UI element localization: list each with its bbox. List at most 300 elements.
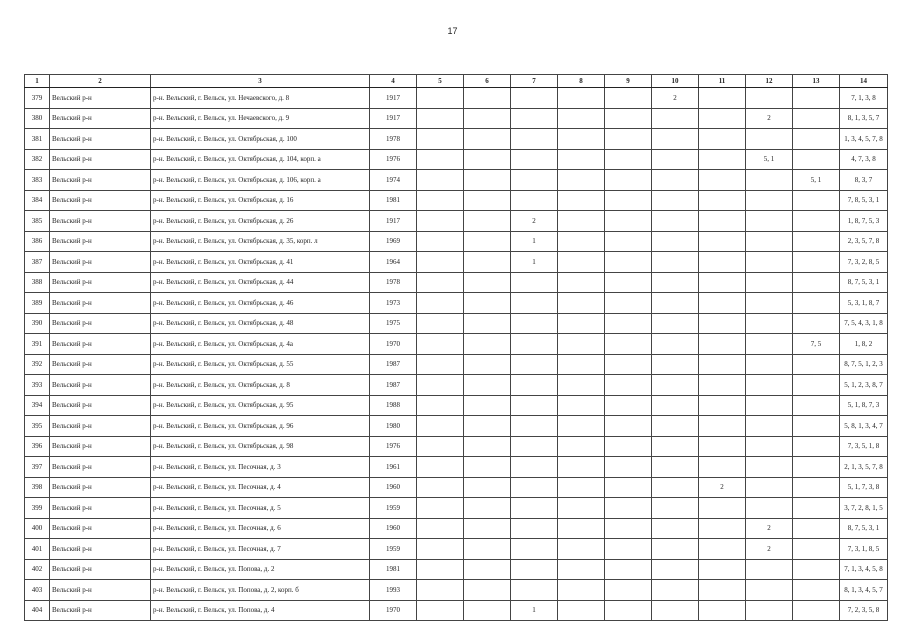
row-number-cell: 382 (25, 149, 50, 170)
col12-cell (746, 129, 793, 150)
col6-cell (464, 600, 511, 621)
col8-cell (558, 416, 605, 437)
page-number: 17 (447, 26, 458, 36)
table-row (25, 129, 888, 150)
col12-cell (746, 498, 793, 519)
col13-cell (793, 539, 840, 560)
year-cell: 1980 (370, 416, 417, 437)
district-cell: Вельский р-н (50, 416, 151, 437)
col12-cell (746, 293, 793, 314)
col9-cell (605, 354, 652, 375)
table-row (25, 580, 888, 601)
year-cell: 1978 (370, 272, 417, 293)
col9-cell (605, 129, 652, 150)
col5-cell (417, 457, 464, 478)
col11-cell (699, 518, 746, 539)
col13-cell (793, 559, 840, 580)
col8-cell (558, 190, 605, 211)
year-cell: 1987 (370, 354, 417, 375)
district-cell: Вельский р-н (50, 108, 151, 129)
col12-cell (746, 580, 793, 601)
col10-cell (652, 108, 699, 129)
col14-cell: 7, 8, 5, 3, 1 (840, 190, 888, 211)
col11-cell (699, 559, 746, 580)
district-cell: Вельский р-н (50, 88, 151, 109)
address-cell: р-н. Вельский, г. Вельск, ул. Октябрьская, д. 95 (151, 395, 370, 416)
col10-cell (652, 559, 699, 580)
district-cell: Вельский р-н (50, 600, 151, 621)
table-row (25, 211, 888, 232)
row-number-cell: 398 (25, 477, 50, 498)
col8-cell (558, 108, 605, 129)
col12-cell: 5, 1 (746, 149, 793, 170)
col13-cell (793, 272, 840, 293)
district-cell: Вельский р-н (50, 272, 151, 293)
address-cell: р-н. Вельский, г. Вельск, ул. Октябрьская, д. 106, корп. а (151, 170, 370, 191)
col10-cell (652, 231, 699, 252)
col5-cell (417, 190, 464, 211)
row-number-cell: 396 (25, 436, 50, 457)
row-number-cell: 402 (25, 559, 50, 580)
col10-cell (652, 252, 699, 273)
address-cell: р-н. Вельский, г. Вельск, ул. Октябрьская, д. 55 (151, 354, 370, 375)
col11-cell (699, 600, 746, 621)
col5-cell (417, 375, 464, 396)
col12-cell (746, 436, 793, 457)
col14-cell: 8, 7, 5, 1, 2, 3 (840, 354, 888, 375)
col8-cell (558, 477, 605, 498)
col11-cell (699, 436, 746, 457)
col10-cell (652, 477, 699, 498)
year-cell: 1959 (370, 539, 417, 560)
col5-cell (417, 313, 464, 334)
col10-cell (652, 498, 699, 519)
table-row (25, 293, 888, 314)
table-row (25, 334, 888, 355)
col14-cell: 8, 3, 7 (840, 170, 888, 191)
col8-cell (558, 149, 605, 170)
col9-cell (605, 518, 652, 539)
col14-cell: 8, 7, 5, 3, 1 (840, 272, 888, 293)
col7-cell (511, 354, 558, 375)
col13-cell (793, 313, 840, 334)
col11-cell: 2 (699, 477, 746, 498)
col6-cell (464, 272, 511, 293)
col11-cell (699, 190, 746, 211)
col6-cell (464, 395, 511, 416)
col14-cell: 8, 1, 3, 4, 5, 7 (840, 580, 888, 601)
column-header-10: 10 (652, 75, 699, 88)
col12-cell (746, 88, 793, 109)
district-cell: Вельский р-н (50, 170, 151, 191)
col5-cell (417, 88, 464, 109)
col14-cell: 3, 7, 2, 8, 1, 5 (840, 498, 888, 519)
col6-cell (464, 231, 511, 252)
col6-cell (464, 170, 511, 191)
row-number-cell: 393 (25, 375, 50, 396)
col9-cell (605, 252, 652, 273)
table-body (25, 88, 888, 621)
col8-cell (558, 334, 605, 355)
col8-cell (558, 313, 605, 334)
col12-cell (746, 559, 793, 580)
col5-cell (417, 108, 464, 129)
col12-cell: 2 (746, 539, 793, 560)
col11-cell (699, 170, 746, 191)
column-header-9: 9 (605, 75, 652, 88)
col14-cell: 2, 3, 5, 7, 8 (840, 231, 888, 252)
column-header-7: 7 (511, 75, 558, 88)
col5-cell (417, 231, 464, 252)
col11-cell (699, 395, 746, 416)
address-cell: р-н. Вельский, г. Вельск, ул. Октябрьская, д. 44 (151, 272, 370, 293)
col7-cell (511, 518, 558, 539)
year-cell: 1960 (370, 477, 417, 498)
col10-cell (652, 313, 699, 334)
col10-cell (652, 149, 699, 170)
table-row (25, 600, 888, 621)
column-header-12: 12 (746, 75, 793, 88)
year-cell: 1960 (370, 518, 417, 539)
column-header-6: 6 (464, 75, 511, 88)
col14-cell: 7, 3, 5, 1, 8 (840, 436, 888, 457)
col13-cell (793, 293, 840, 314)
row-number-cell: 386 (25, 231, 50, 252)
col14-cell: 4, 7, 3, 8 (840, 149, 888, 170)
col13-cell (793, 580, 840, 601)
address-cell: р-н. Вельский, г. Вельск, ул. Песочная, д. 5 (151, 498, 370, 519)
col10-cell (652, 272, 699, 293)
address-cell: р-н. Вельский, г. Вельск, ул. Песочная, д. 7 (151, 539, 370, 560)
column-header-8: 8 (558, 75, 605, 88)
col5-cell (417, 477, 464, 498)
address-cell: р-н. Вельский, г. Вельск, ул. Песочная, д. 6 (151, 518, 370, 539)
row-number-cell: 387 (25, 252, 50, 273)
col6-cell (464, 211, 511, 232)
col10-cell (652, 395, 699, 416)
col5-cell (417, 334, 464, 355)
col7-cell (511, 375, 558, 396)
col11-cell (699, 293, 746, 314)
col12-cell (746, 375, 793, 396)
table-row (25, 559, 888, 580)
col10-cell: 2 (652, 88, 699, 109)
col9-cell (605, 600, 652, 621)
col7-cell (511, 477, 558, 498)
table-row (25, 477, 888, 498)
district-cell: Вельский р-н (50, 457, 151, 478)
row-number-cell: 392 (25, 354, 50, 375)
col11-cell (699, 149, 746, 170)
col12-cell (746, 211, 793, 232)
address-cell: р-н. Вельский, г. Вельск, ул. Октябрьская, д. 8 (151, 375, 370, 396)
col7-cell (511, 395, 558, 416)
row-number-cell: 383 (25, 170, 50, 191)
col9-cell (605, 416, 652, 437)
column-header-1: 1 (25, 75, 50, 88)
table-row (25, 416, 888, 437)
col6-cell (464, 293, 511, 314)
col6-cell (464, 416, 511, 437)
address-cell: р-н. Вельский, г. Вельск, ул. Попова, д. 2 (151, 559, 370, 580)
col13-cell: 5, 1 (793, 170, 840, 191)
column-header-2: 2 (50, 75, 151, 88)
col7-cell (511, 539, 558, 560)
row-number-cell: 394 (25, 395, 50, 416)
row-number-cell: 389 (25, 293, 50, 314)
row-number-cell: 403 (25, 580, 50, 601)
col9-cell (605, 231, 652, 252)
district-cell: Вельский р-н (50, 498, 151, 519)
register-table (24, 74, 888, 621)
district-cell: Вельский р-н (50, 518, 151, 539)
col14-cell: 8, 7, 5, 3, 1 (840, 518, 888, 539)
col8-cell (558, 88, 605, 109)
year-cell: 1973 (370, 293, 417, 314)
col8-cell (558, 600, 605, 621)
col8-cell (558, 272, 605, 293)
address-cell: р-н. Вельский, г. Вельск, ул. Октябрьская, д. 16 (151, 190, 370, 211)
col12-cell: 2 (746, 518, 793, 539)
col6-cell (464, 354, 511, 375)
col9-cell (605, 272, 652, 293)
col7-cell (511, 293, 558, 314)
year-cell: 1917 (370, 108, 417, 129)
col5-cell (417, 518, 464, 539)
col8-cell (558, 580, 605, 601)
year-cell: 1978 (370, 129, 417, 150)
col13-cell (793, 231, 840, 252)
col7-cell (511, 190, 558, 211)
col7-cell (511, 272, 558, 293)
row-number-cell: 381 (25, 129, 50, 150)
row-number-cell: 379 (25, 88, 50, 109)
col13-cell (793, 149, 840, 170)
col11-cell (699, 539, 746, 560)
table-row (25, 149, 888, 170)
col14-cell: 7, 3, 1, 8, 5 (840, 539, 888, 560)
year-cell: 1976 (370, 149, 417, 170)
col5-cell (417, 600, 464, 621)
col13-cell (793, 518, 840, 539)
table-row (25, 88, 888, 109)
address-cell: р-н. Вельский, г. Вельск, ул. Попова, д. 4 (151, 600, 370, 621)
col11-cell (699, 313, 746, 334)
col12-cell (746, 600, 793, 621)
col9-cell (605, 477, 652, 498)
col9-cell (605, 375, 652, 396)
table-row (25, 108, 888, 129)
table-row (25, 313, 888, 334)
col13-cell (793, 395, 840, 416)
col7-cell: 1 (511, 231, 558, 252)
col12-cell (746, 313, 793, 334)
col6-cell (464, 457, 511, 478)
col14-cell: 7, 2, 3, 5, 8 (840, 600, 888, 621)
col5-cell (417, 272, 464, 293)
col14-cell: 7, 5, 4, 3, 1, 8 (840, 313, 888, 334)
col6-cell (464, 436, 511, 457)
col9-cell (605, 580, 652, 601)
col14-cell: 5, 1, 7, 3, 8 (840, 477, 888, 498)
address-cell: р-н. Вельский, г. Вельск, ул. Попова, д. 2, корп. б (151, 580, 370, 601)
col13-cell (793, 498, 840, 519)
year-cell: 1969 (370, 231, 417, 252)
col10-cell (652, 334, 699, 355)
year-cell: 1975 (370, 313, 417, 334)
column-header-3: 3 (151, 75, 370, 88)
col7-cell (511, 108, 558, 129)
col6-cell (464, 477, 511, 498)
col11-cell (699, 272, 746, 293)
col12-cell (746, 354, 793, 375)
col12-cell (746, 477, 793, 498)
col12-cell (746, 190, 793, 211)
col13-cell (793, 436, 840, 457)
table-row (25, 395, 888, 416)
col14-cell: 7, 1, 3, 4, 5, 8 (840, 559, 888, 580)
row-number-cell: 391 (25, 334, 50, 355)
col9-cell (605, 149, 652, 170)
col8-cell (558, 211, 605, 232)
col11-cell (699, 580, 746, 601)
district-cell: Вельский р-н (50, 539, 151, 560)
col7-cell (511, 88, 558, 109)
table-row (25, 457, 888, 478)
col9-cell (605, 88, 652, 109)
col9-cell (605, 436, 652, 457)
col10-cell (652, 375, 699, 396)
col5-cell (417, 252, 464, 273)
address-cell: р-н. Вельский, г. Вельск, ул. Октябрьская, д. 26 (151, 211, 370, 232)
year-cell: 1961 (370, 457, 417, 478)
table-row (25, 190, 888, 211)
district-cell: Вельский р-н (50, 293, 151, 314)
col5-cell (417, 395, 464, 416)
address-cell: р-н. Вельский, г. Вельск, ул. Октябрьская, д. 46 (151, 293, 370, 314)
address-cell: р-н. Вельский, г. Вельск, ул. Песочная, д. 4 (151, 477, 370, 498)
address-cell: р-н. Вельский, г. Вельск, ул. Октябрьская, д. 104, корп. а (151, 149, 370, 170)
col9-cell (605, 190, 652, 211)
col9-cell (605, 457, 652, 478)
col8-cell (558, 457, 605, 478)
col10-cell (652, 354, 699, 375)
year-cell: 1987 (370, 375, 417, 396)
col6-cell (464, 518, 511, 539)
row-number-cell: 399 (25, 498, 50, 519)
col11-cell (699, 457, 746, 478)
col8-cell (558, 539, 605, 560)
col9-cell (605, 559, 652, 580)
col7-cell: 1 (511, 252, 558, 273)
col8-cell (558, 231, 605, 252)
table-header-row (25, 75, 888, 88)
col7-cell (511, 416, 558, 437)
col12-cell (746, 252, 793, 273)
column-header-5: 5 (417, 75, 464, 88)
column-header-14: 14 (840, 75, 888, 88)
address-cell: р-н. Вельский, г. Вельск, ул. Октябрьская, д. 4а (151, 334, 370, 355)
col8-cell (558, 170, 605, 191)
col11-cell (699, 108, 746, 129)
col11-cell (699, 252, 746, 273)
col9-cell (605, 395, 652, 416)
col8-cell (558, 375, 605, 396)
col11-cell (699, 354, 746, 375)
col7-cell (511, 149, 558, 170)
row-number-cell: 390 (25, 313, 50, 334)
col13-cell (793, 211, 840, 232)
year-cell: 1993 (370, 580, 417, 601)
col14-cell: 5, 1, 2, 3, 8, 7 (840, 375, 888, 396)
col13-cell (793, 190, 840, 211)
table-row (25, 272, 888, 293)
row-number-cell: 385 (25, 211, 50, 232)
col10-cell (652, 211, 699, 232)
col14-cell: 5, 8, 1, 3, 4, 7 (840, 416, 888, 437)
col7-cell (511, 580, 558, 601)
row-number-cell: 395 (25, 416, 50, 437)
col7-cell (511, 334, 558, 355)
col8-cell (558, 354, 605, 375)
year-cell: 1974 (370, 170, 417, 191)
col12-cell (746, 416, 793, 437)
col14-cell: 5, 1, 8, 7, 3 (840, 395, 888, 416)
col5-cell (417, 170, 464, 191)
col6-cell (464, 108, 511, 129)
address-cell: р-н. Вельский, г. Вельск, ул. Октябрьская, д. 41 (151, 252, 370, 273)
district-cell: Вельский р-н (50, 354, 151, 375)
col9-cell (605, 539, 652, 560)
year-cell: 1959 (370, 498, 417, 519)
row-number-cell: 388 (25, 272, 50, 293)
district-cell: Вельский р-н (50, 313, 151, 334)
table-row (25, 518, 888, 539)
address-cell: р-н. Вельский, г. Вельск, ул. Нечаевского, д. 9 (151, 108, 370, 129)
table-row (25, 436, 888, 457)
district-cell: Вельский р-н (50, 252, 151, 273)
col11-cell (699, 129, 746, 150)
address-cell: р-н. Вельский, г. Вельск, ул. Октябрьская, д. 98 (151, 436, 370, 457)
col10-cell (652, 293, 699, 314)
district-cell: Вельский р-н (50, 231, 151, 252)
col11-cell (699, 88, 746, 109)
col5-cell (417, 580, 464, 601)
year-cell: 1964 (370, 252, 417, 273)
col9-cell (605, 498, 652, 519)
col6-cell (464, 334, 511, 355)
col13-cell (793, 129, 840, 150)
col14-cell: 1, 8, 2 (840, 334, 888, 355)
address-cell: р-н. Вельский, г. Вельск, ул. Октябрьская, д. 100 (151, 129, 370, 150)
col10-cell (652, 539, 699, 560)
address-cell: р-н. Вельский, г. Вельск, ул. Песочная, д. 3 (151, 457, 370, 478)
col6-cell (464, 252, 511, 273)
col11-cell (699, 211, 746, 232)
col5-cell (417, 211, 464, 232)
col7-cell (511, 170, 558, 191)
col7-cell: 2 (511, 211, 558, 232)
col11-cell (699, 416, 746, 437)
col14-cell: 1, 8, 7, 5, 3 (840, 211, 888, 232)
col7-cell (511, 457, 558, 478)
col6-cell (464, 313, 511, 334)
col9-cell (605, 293, 652, 314)
district-cell: Вельский р-н (50, 395, 151, 416)
col11-cell (699, 375, 746, 396)
col11-cell (699, 334, 746, 355)
col6-cell (464, 129, 511, 150)
